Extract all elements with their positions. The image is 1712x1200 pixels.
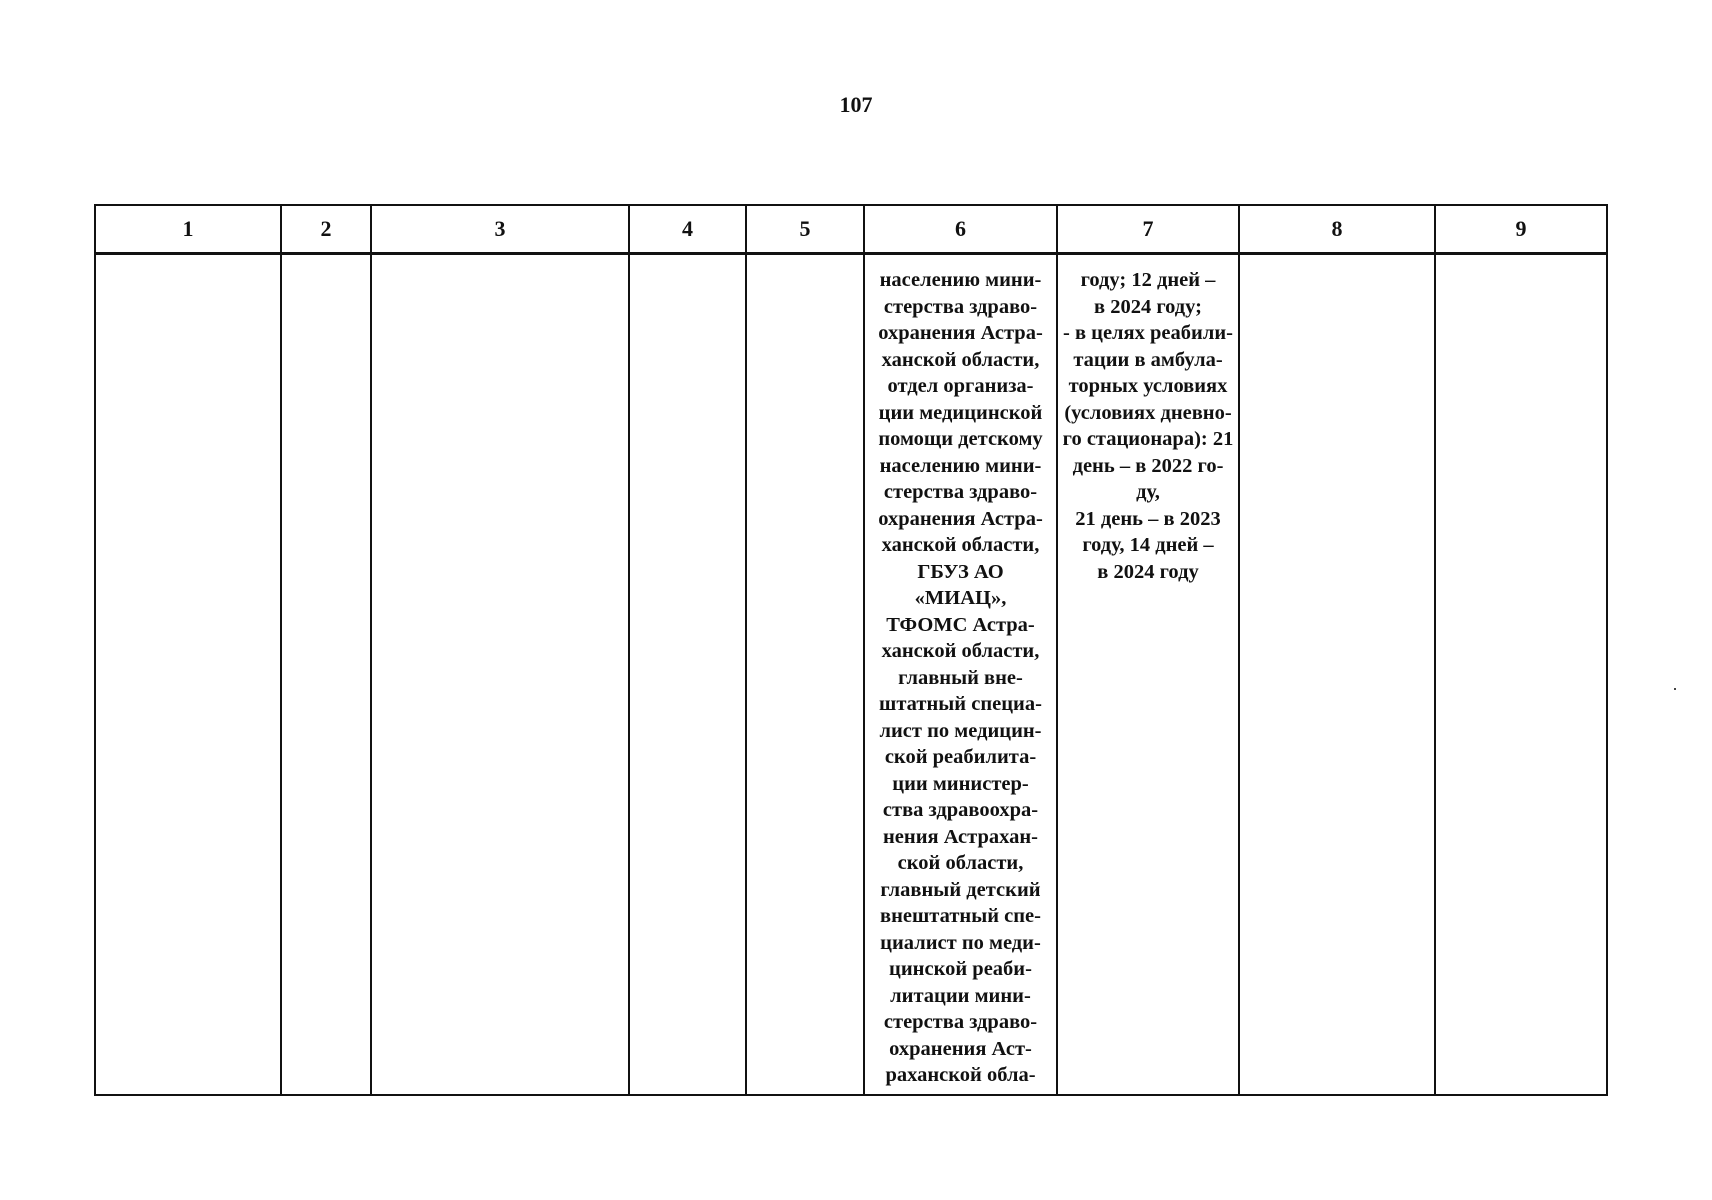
cell-col-9	[1435, 254, 1607, 1096]
column-header-1: 1	[95, 205, 281, 254]
cell-text-6: населению мини- стерства здраво- охранения Астра- ханской области, отдел организа- ции медицинской помощи детскому населению мини- стерства здраво- охранения Астра- ханской области, ГБУЗ АО «МИАЦ», ТФОМС Астра- ханской области, главный вне- штатный специа- лист по медицин- ской реабилита- ции министер- ства здравоохра- нения Астрахан- ской области, главный детский внештатный спе- циалист по меди- цинской реаби- литации мини- стерства здраво- охранения Аст- раханской обла-	[878, 269, 1043, 1086]
cell-col-5	[746, 254, 864, 1096]
header-row	[95, 205, 1607, 254]
cell-col-1	[95, 254, 281, 1096]
cell-col-7	[1057, 254, 1239, 1096]
cell-text-3	[372, 255, 628, 267]
cell-text-9	[1436, 255, 1606, 267]
cell-col-2	[281, 254, 371, 1096]
column-header-7: 7	[1057, 205, 1239, 254]
column-header-6: 6	[864, 205, 1057, 254]
cell-text-1	[96, 255, 280, 267]
cell-text-2	[282, 255, 370, 267]
cell-text-5	[747, 255, 863, 267]
cell-text-7: году; 12 дней – в 2024 году; - в целях реабили- тации в амбула- торных условиях (условиях дневно- го стационара): 21 день – в 2022 го- ду, 21 день – в 2023 году, 14 дней – в 2024 году	[1062, 269, 1234, 583]
column-header-2: 2	[281, 205, 371, 254]
cell-text-4	[630, 255, 745, 267]
cell-col-8	[1239, 254, 1435, 1096]
column-header-5: 5	[746, 205, 864, 254]
column-header-8: 8	[1239, 205, 1435, 254]
cell-col-6	[864, 254, 1057, 1096]
column-header-4: 4	[629, 205, 746, 254]
scan-speck	[1674, 688, 1676, 690]
cell-col-4	[629, 254, 746, 1096]
cell-col-3	[371, 254, 629, 1096]
data-table	[94, 204, 1608, 1096]
column-header-9: 9	[1435, 205, 1607, 254]
table-row	[95, 254, 1607, 1096]
page-number: 107	[839, 92, 873, 117]
column-header-3: 3	[371, 205, 629, 254]
cell-text-8	[1240, 255, 1434, 267]
